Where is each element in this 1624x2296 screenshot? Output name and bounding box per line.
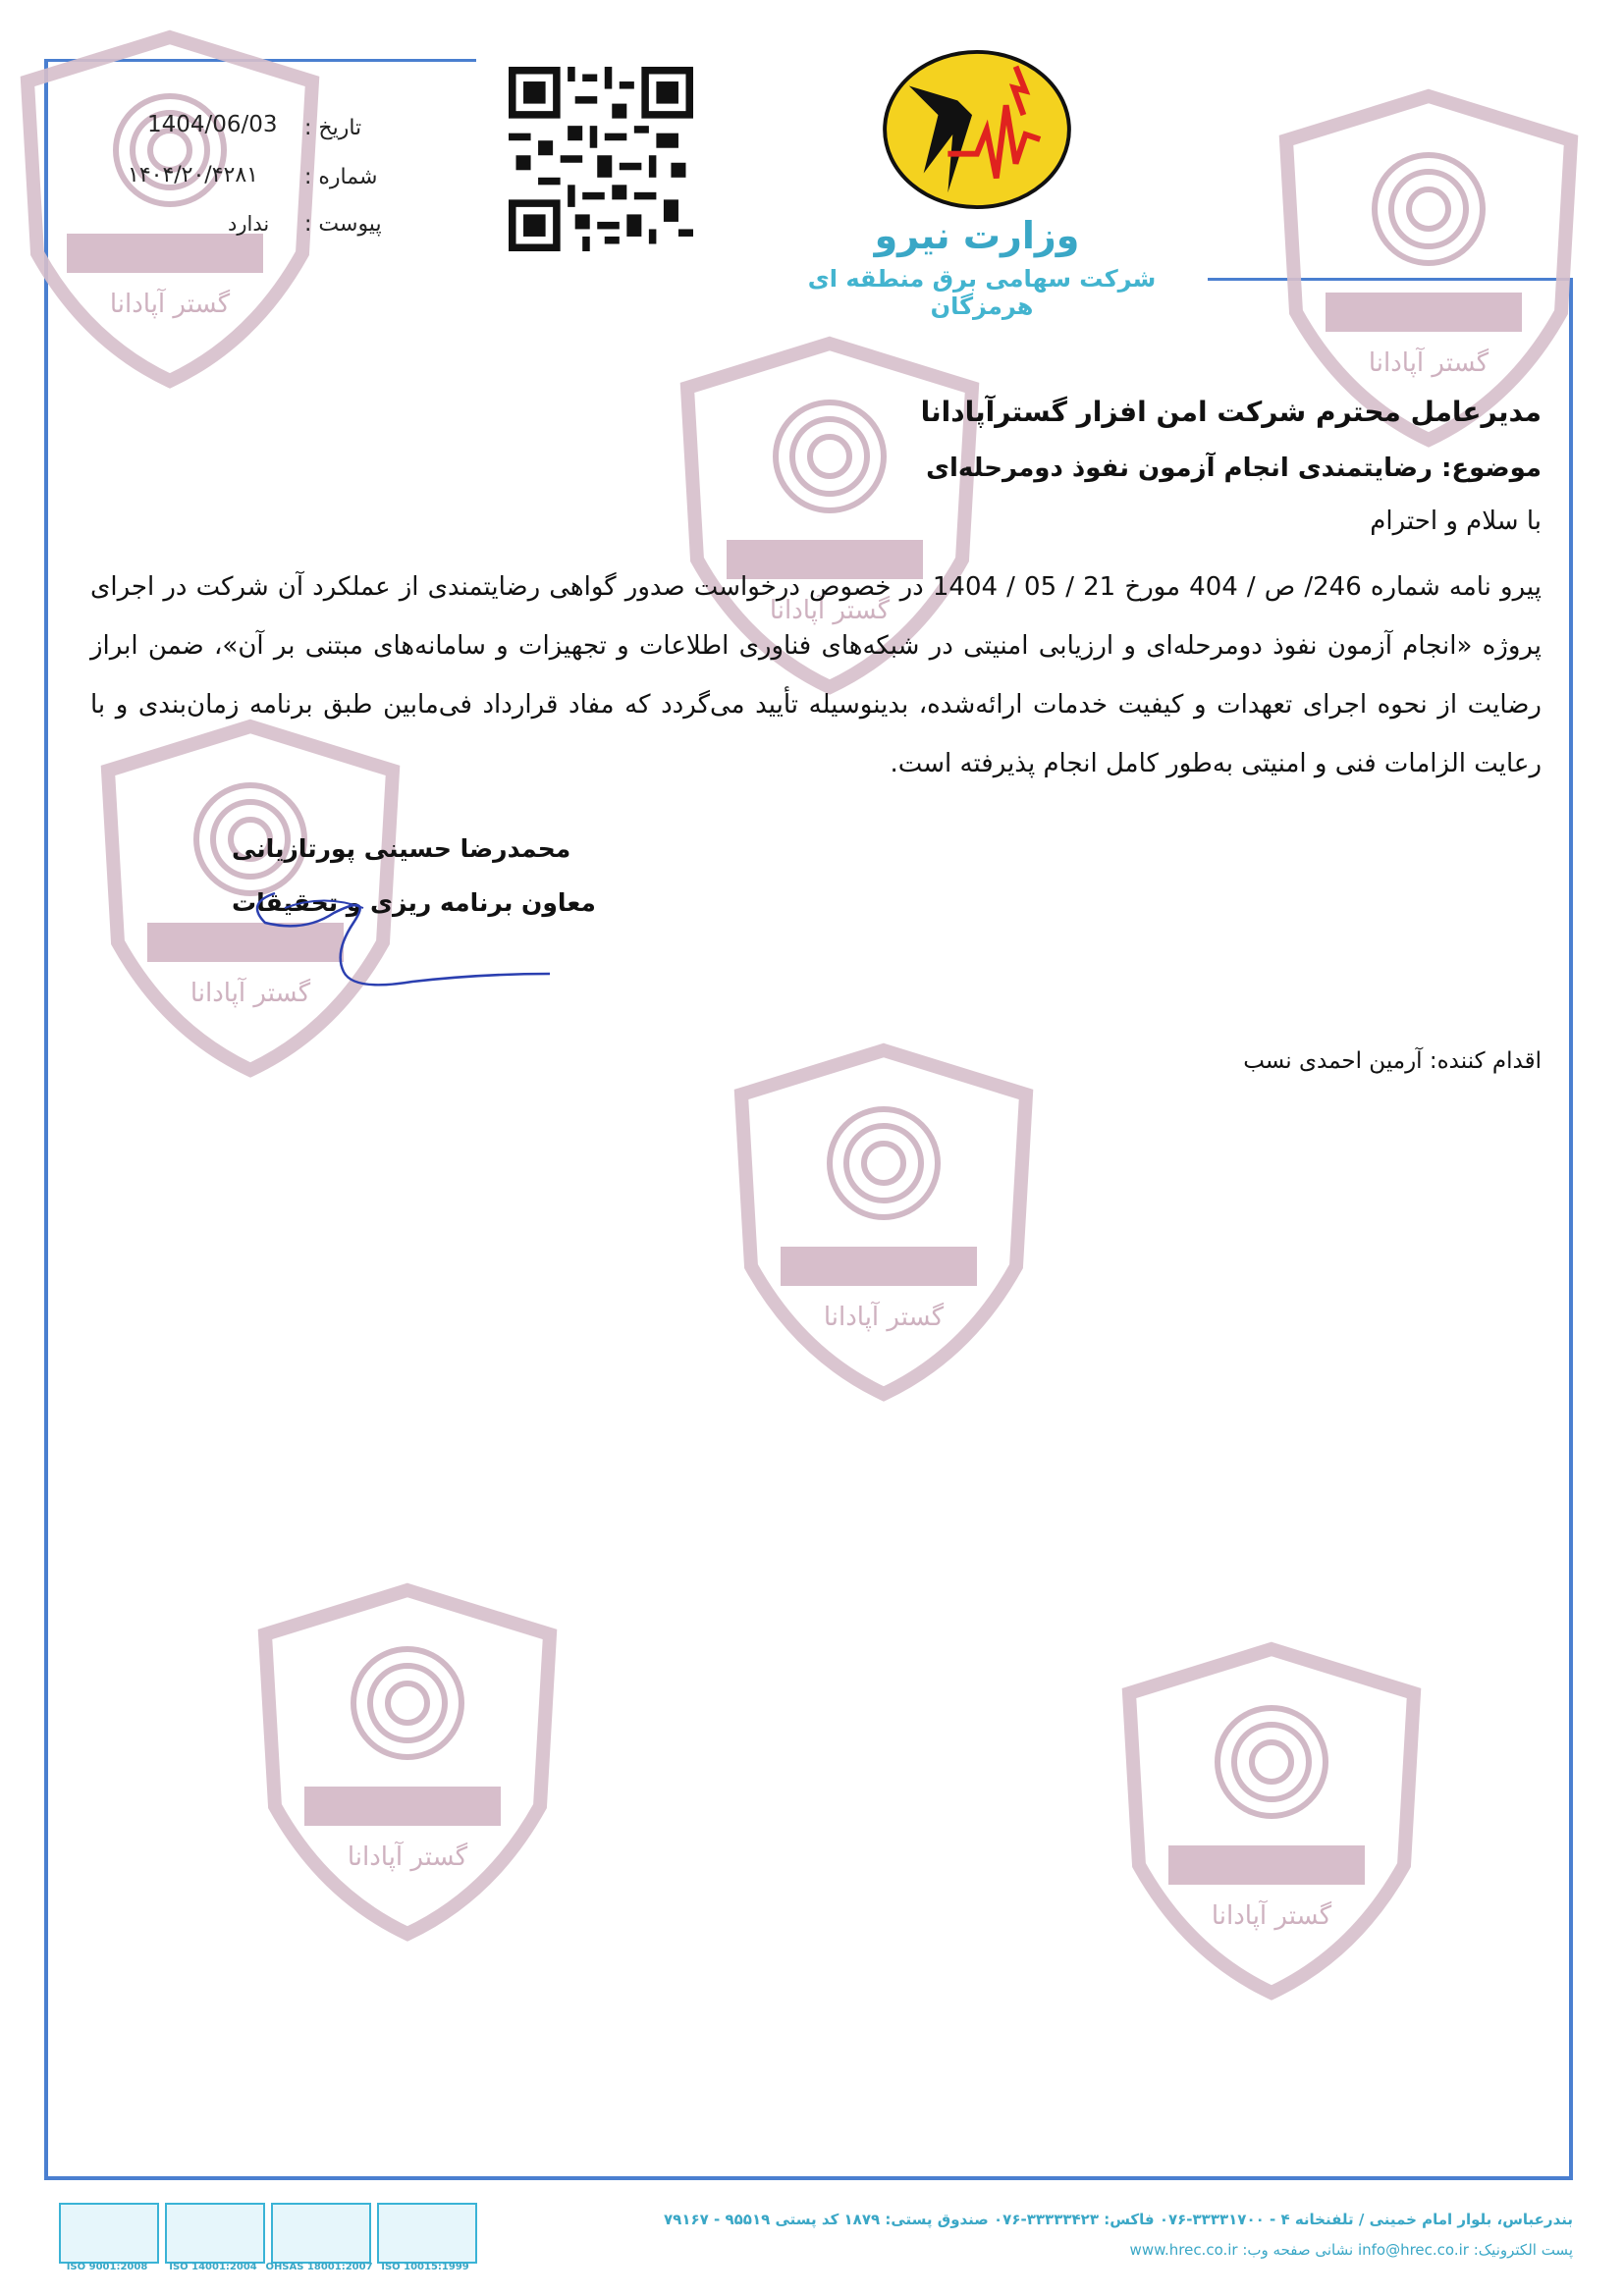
- signatory-title: معاون برنامه ریزی و تحقیقات: [232, 888, 596, 917]
- certification-badges: [59, 2203, 481, 2272]
- watermark-text: گستر آپادانا: [1368, 348, 1489, 378]
- certification-badge-icon: [271, 2203, 371, 2264]
- number-label: شماره :: [304, 165, 378, 189]
- badge-caption: OHSAS 18001:2007: [265, 2262, 373, 2272]
- attachment-value: ندارد: [228, 212, 270, 236]
- footer-contact: پست الکترونیک: info@hrec.co.ir نشانی صفحه وب: www.hrec.co.ir: [1129, 2241, 1573, 2259]
- attachment-label: پیوست :: [304, 212, 382, 237]
- badge-caption: ISO 10015:1999: [381, 2262, 469, 2272]
- watermark-shield: [245, 1580, 569, 1944]
- certification-badge-icon: [377, 2203, 477, 2264]
- handwritten-signature: [226, 864, 560, 1021]
- watermark-text: گستر آپادانا: [769, 596, 891, 625]
- watermark-shield: [722, 1041, 1046, 1404]
- date-value: 1404/06/03: [147, 112, 278, 137]
- signatory-name: محمدرضا حسینی پورتازیانی: [232, 834, 571, 863]
- certification-badge-icon: [165, 2203, 265, 2264]
- ministry-name: وزارت نیرو: [874, 214, 1080, 257]
- watermark-shield: [1110, 1639, 1434, 2002]
- addressee: مدیرعامل محترم شرکت امن افزار گسترآپادانا: [920, 396, 1542, 428]
- ministry-of-energy-logo-icon: [880, 47, 1074, 212]
- badge-caption: ISO 14001:2004: [169, 2262, 257, 2272]
- certification-badge-icon: [59, 2203, 159, 2264]
- watermark-text: گستر آپادانا: [823, 1303, 945, 1332]
- number-value: ۱۴۰۴/۲۰/۴۲۸۱: [128, 163, 258, 187]
- company-name: شرکت سهامی برق منطقه ای هرمزگان: [807, 265, 1157, 320]
- subject-line: موضوع: رضایتمندی انجام آزمون نفوذ دومرحله‌ای: [926, 454, 1542, 483]
- badge-caption: ISO 9001:2008: [66, 2262, 148, 2272]
- frame-bottom-line: [44, 2176, 1573, 2180]
- qr-code-icon: [509, 67, 693, 251]
- footer-address: بندرعباس، بلوار امام خمینی / تلفنخانه ۴ - ۳۳۳۳۱۷۰۰-۰۷۶ فاکس: ۳۳۳۳۳۴۲۳-۰۷۶ صندوق پستی: ۱۸۷۹ کد پستی ۹۵۵۱۹ - ۷۹۱۶۷: [664, 2211, 1573, 2228]
- watermark-text: گستر آپادانا: [347, 1842, 468, 1872]
- greeting: با سلام و احترام: [1370, 507, 1542, 536]
- watermark-text: گستر آپادانا: [109, 290, 231, 319]
- action-taker: اقدام کننده: آرمین احمدی نسب: [1243, 1048, 1542, 1074]
- watermark-shield: [8, 27, 332, 391]
- watermark-text: گستر آپادانا: [1211, 1901, 1332, 1931]
- letter-body-paragraph: پیرو نامه شماره 246/ ص / 404 مورخ 21 / 05 / 1404 در خصوص درخواست صدور گواهی رضایتمندی از عملکرد آن شرکت در اجرای پروژه «انجام آزمون نفوذ دومرحله‌ای و ارزیابی امنیتی در شبکه‌های فناوری اطلاعات و تجهیزات و سامانه‌های مبتنی بر آن»، ضمن ابراز رضایت از نحوه اجرای تعهدات و کیفیت خدمات ارائه‌شده، بدینوسیله تأیید می‌گردد که مفاد قرارداد فی‌مابین طبق برنامه زمان‌بندی و با رعایت الزامات فنی و امنیتی به‌طور کامل انجام پذیرفته است.: [90, 572, 1543, 778]
- date-label: تاریخ :: [304, 116, 362, 140]
- watermark-text: گستر آپادانا: [189, 979, 311, 1008]
- frame-right-line: [1569, 278, 1573, 2179]
